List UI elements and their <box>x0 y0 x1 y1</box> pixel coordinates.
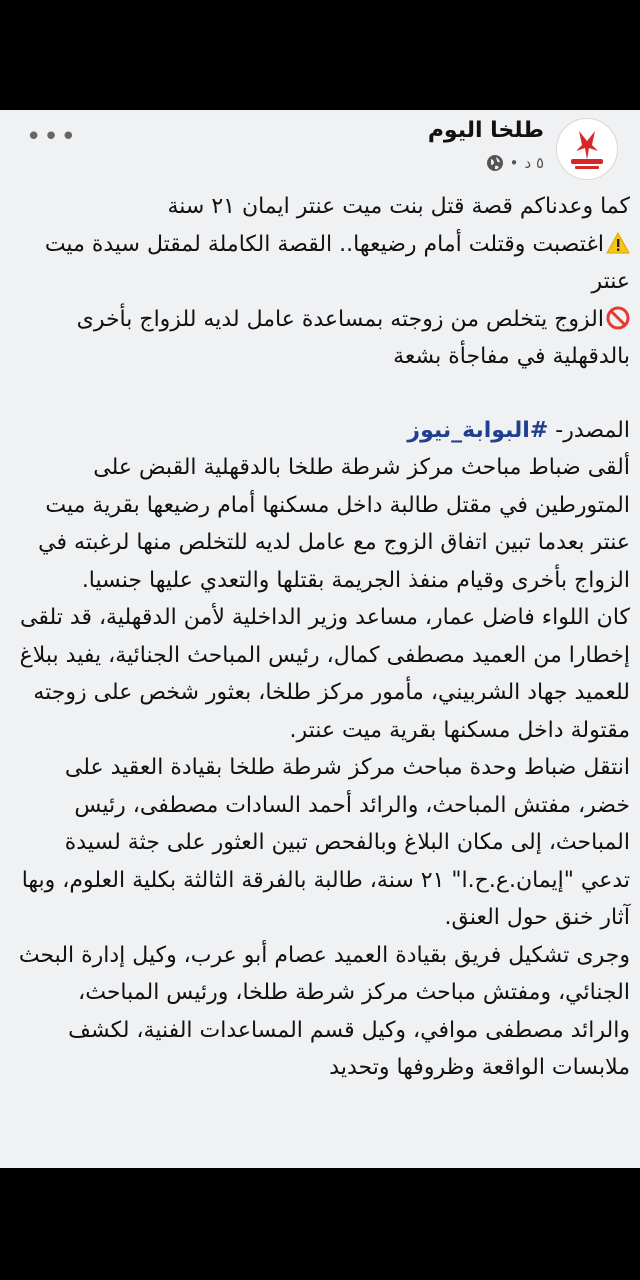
warning-icon <box>606 232 630 254</box>
source-hashtag[interactable]: #البوابة_نيوز <box>407 417 549 443</box>
paragraph-1: ألقى ضباط مباحث مركز شرطة طلخا بالدقهلية القبض على المتورطين في مقتل طالبة داخل مسكنها أمام رضيعها بقرية ميت عنتر بعدما تبين اتفاق الزوج مع عامل لديه للتخلص منها لرغبته في الزواج بأخرى وقيام منفذ الجريمة بقتلها والتعدي عليها جنسيا. <box>38 455 630 593</box>
intro-line-3-text: الزوج يتخلص من زوجته بمساعدة عامل لديه للزواج بأخرى بالدقهلية في مفاجأة بشعة <box>76 306 630 369</box>
paragraph-2: كان اللواء فاضل عمار، مساعد وزير الداخلية لأمن الدقهلية، قد تلقى إخطارا من العميد مصطفى كمال، رئيس المباحث الجنائية، يفيد ببلاغ للعميد جهاد الشربيني، مأمور مركز طلخا، بعثور شخص على زوجته مقتولة داخل مسكنها بقرية ميت عنتر. <box>19 605 630 743</box>
page-logo-icon <box>557 119 617 179</box>
post-meta <box>486 154 544 172</box>
paragraph-4: وجرى تشكيل فريق بقيادة العميد عصام أبو عرب، وكيل إدارة البحث الجنائي، ومفتش مباحث مركز شرطة طلخا، ورئيس المباحث، والرائد مصطفى موافي، وكيل قسم المساعدات الفنية، لكشف ملابسات الواقعة وظروفها وتحديد <box>18 942 630 1080</box>
post-body <box>0 188 640 1087</box>
intro-line-3 <box>16 301 630 376</box>
paragraph-3: انتقل ضباط وحدة مباحث مركز شرطة طلخا بقيادة العقيد على خضر، مفتش المباحث، والرائد أحمد السادات مصطفى، رئيس المباحث، إلى مكان البلاغ وبالفحص تبين العثور على جثة لسيدة تدعي "إيمان.ع.ح.ا" ٢١ سنة، طالبة بالفرقة الثالثة بكلية العلوم، وبها آثار خنق حول العنق. <box>21 755 630 930</box>
post-timestamp[interactable]: ٥ د <box>524 154 544 172</box>
source-label: المصدر- <box>548 417 630 443</box>
intro-line-2 <box>16 226 630 301</box>
prohibited-icon <box>606 306 630 330</box>
status-bar-area <box>0 0 640 110</box>
more-options-button[interactable]: ••• <box>26 122 79 152</box>
post-header <box>0 110 640 188</box>
intro-line-2-text: اغتصبت وقتلت أمام رضيعها.. القصة الكاملة لمقتل سيدة ميت عنتر <box>44 231 630 294</box>
source-line <box>16 412 630 450</box>
navigation-bar-area <box>0 1168 640 1280</box>
facebook-post <box>0 110 640 1168</box>
page-name[interactable]: طلخا اليوم <box>427 118 544 143</box>
page-avatar[interactable] <box>556 118 618 180</box>
intro-line-1: كما وعدناكم قصة قتل بنت ميت عنتر ايمان ٢١ سنة <box>167 194 630 219</box>
meta-separator: • <box>509 154 519 172</box>
globe-icon <box>486 154 504 172</box>
